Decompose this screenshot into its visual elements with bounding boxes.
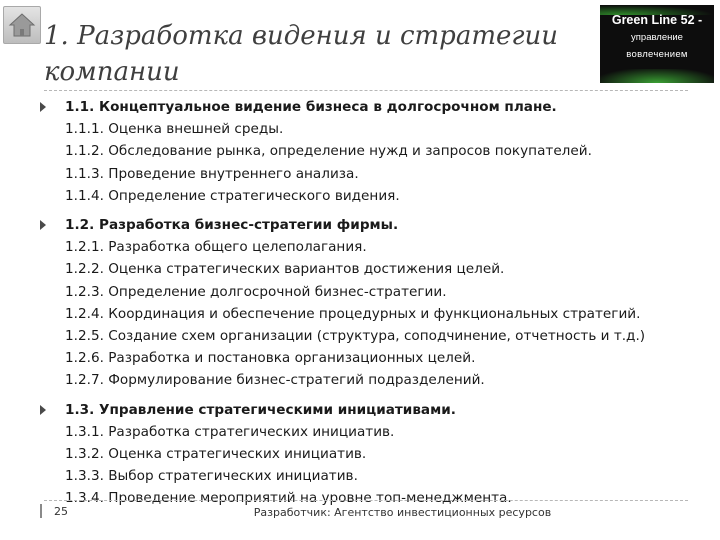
triangle-bullet-icon [40, 405, 46, 415]
list-item: 1.1.4. Определение стратегического видения. [65, 187, 400, 204]
slide-title: 1. Разработка видения и стратегии компании [44, 21, 558, 87]
title-divider [44, 90, 688, 91]
section-3 [40, 399, 700, 510]
list-item: 1.2.2. Оценка стратегических вариантов достижения целей. [65, 261, 505, 278]
section-title: 1.3. Управление стратегическими инициативами. [65, 401, 456, 418]
footer-divider [44, 500, 688, 501]
green-line-logo [600, 5, 714, 83]
list-item: 1.2.5. Создание схем организации (структура, соподчинение, отчетность и т.д.) [65, 328, 646, 345]
list-item: 1.2.7. Формулирование бизнес-стратегий подразделений. [65, 372, 485, 389]
triangle-bullet-icon [40, 220, 46, 230]
section-title: 1.2. Разработка бизнес-стратегии фирмы. [65, 217, 399, 234]
home-button[interactable] [3, 6, 41, 44]
list-item: 1.3.3. Выбор стратегических инициатив. [65, 468, 358, 485]
page-number: 25 [54, 505, 68, 518]
logo-glow-bottom [600, 69, 714, 83]
list-item: 1.3.4. Проведение мероприятий на уровне топ-менеджмента. [65, 490, 512, 507]
home-icon [8, 11, 36, 39]
list-item: 1.3.2. Оценка стратегических инициатив. [65, 446, 367, 463]
list-item: 1.1.1. Оценка внешней среды. [65, 121, 284, 138]
list-item: 1.3.1. Разработка стратегических инициатив. [65, 423, 395, 440]
logo-text-line1: Green Line 52 - [611, 13, 703, 27]
list-item: 1.1.2. Обследование рынка, определение нужд и запросов покупателей. [65, 143, 592, 160]
list-item: 1.2.4. Координация и обеспечение процедурных и функциональных стратегий. [65, 305, 641, 322]
list-item: 1.1.3. Проведение внутреннего анализа. [65, 165, 359, 182]
section-title: 1.1. Концептуальное видение бизнеса в долгосрочном плане. [65, 99, 557, 115]
logo-text-line2: управление [631, 32, 683, 43]
list-item: 1.2.6. Разработка и постановка организационных целей. [65, 350, 476, 367]
triangle-bullet-icon [40, 102, 46, 112]
list-item: 1.2.3. Определение долгосрочной бизнес-стратегии. [65, 283, 447, 300]
list-item: 1.2.1. Разработка общего целеполагания. [65, 239, 367, 256]
slide-content [40, 96, 700, 517]
footer-credit: Разработчик: Агентство инвестиционных ресурсов [253, 506, 552, 519]
logo-text-line3: вовлечением [626, 49, 688, 60]
section-1 [40, 96, 700, 207]
section-2 [40, 214, 700, 392]
